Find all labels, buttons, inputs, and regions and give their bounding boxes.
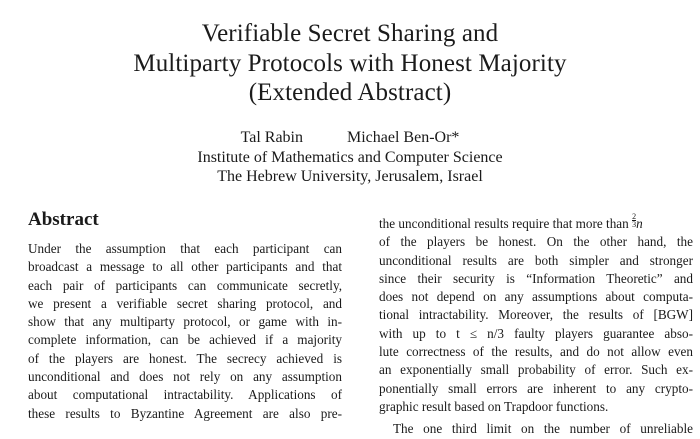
text-line: lute correctness of the results, and do not allow even <box>379 344 693 360</box>
right-column <box>379 213 693 439</box>
text-line: does not depend on any assumptions about computa- <box>379 289 693 305</box>
text-line: we present a verifiable secret sharing protocol, and <box>28 295 342 311</box>
text-line: broadcast a message to all other participants and that <box>28 259 342 275</box>
fraction-denominator: 3 <box>632 220 637 229</box>
author-name: Michael Ben-Or* <box>347 129 460 146</box>
affiliation-line: The Hebrew University, Jerusalem, Israel <box>217 168 483 185</box>
text-line <box>379 213 693 233</box>
text-line: Under the assumption that each participant can <box>28 241 342 256</box>
text-line: graphic result based on Trapdoor functions. <box>379 398 609 414</box>
paper-title-line-1: Verifiable Secret Sharing and <box>201 20 499 47</box>
text-line: ponentially small errors are inherent to any crypto- <box>379 380 693 396</box>
text-line: each pair of participants can communicate secretly, <box>28 277 342 293</box>
text-line: show that any multiparty protocol, or game with in- <box>28 314 342 330</box>
text-line: of the players are honest. The secrecy achieved is <box>28 350 342 366</box>
text-line: since their security is “Information Theoretic” and <box>379 270 693 286</box>
text-line: complete information, can be achieved if a majority <box>28 332 342 348</box>
fraction-numerator: 2 <box>632 212 637 221</box>
text-line: of the players be honest. On the other hand, the <box>379 234 693 250</box>
text-line: tional intractability. Moreover, the results of [BGW] <box>379 307 693 323</box>
affiliation-line: Institute of Mathematics and Computer Science <box>197 149 503 166</box>
paper-title-line-3: (Extended Abstract) <box>248 79 452 106</box>
text-fragment: the unconditional results require that more than <box>379 216 629 231</box>
text-line: unconditional and does not rely on any assumption <box>28 369 342 385</box>
math-variable: n <box>636 216 643 231</box>
author-list <box>0 128 700 148</box>
section-heading: Abstract <box>28 209 99 230</box>
text-line: with up to t ≤ n/3 faulty players guarantee abso- <box>379 325 693 341</box>
paper-title-line-2: Multiparty Protocols with Honest Majority <box>133 50 567 77</box>
text-line: unconditional results are both simpler and stronger <box>379 252 693 268</box>
text-line: The one third limit on the number of unreliable <box>393 421 693 437</box>
text-line: an exponentially small probability of error. Such ex- <box>379 362 693 378</box>
text-line: these results to Byzantine Agreement are also pre- <box>28 405 342 421</box>
author-name: Tal Rabin <box>240 129 303 146</box>
text-line: about computational intractability. Applications of <box>28 387 342 403</box>
left-column <box>28 240 342 423</box>
